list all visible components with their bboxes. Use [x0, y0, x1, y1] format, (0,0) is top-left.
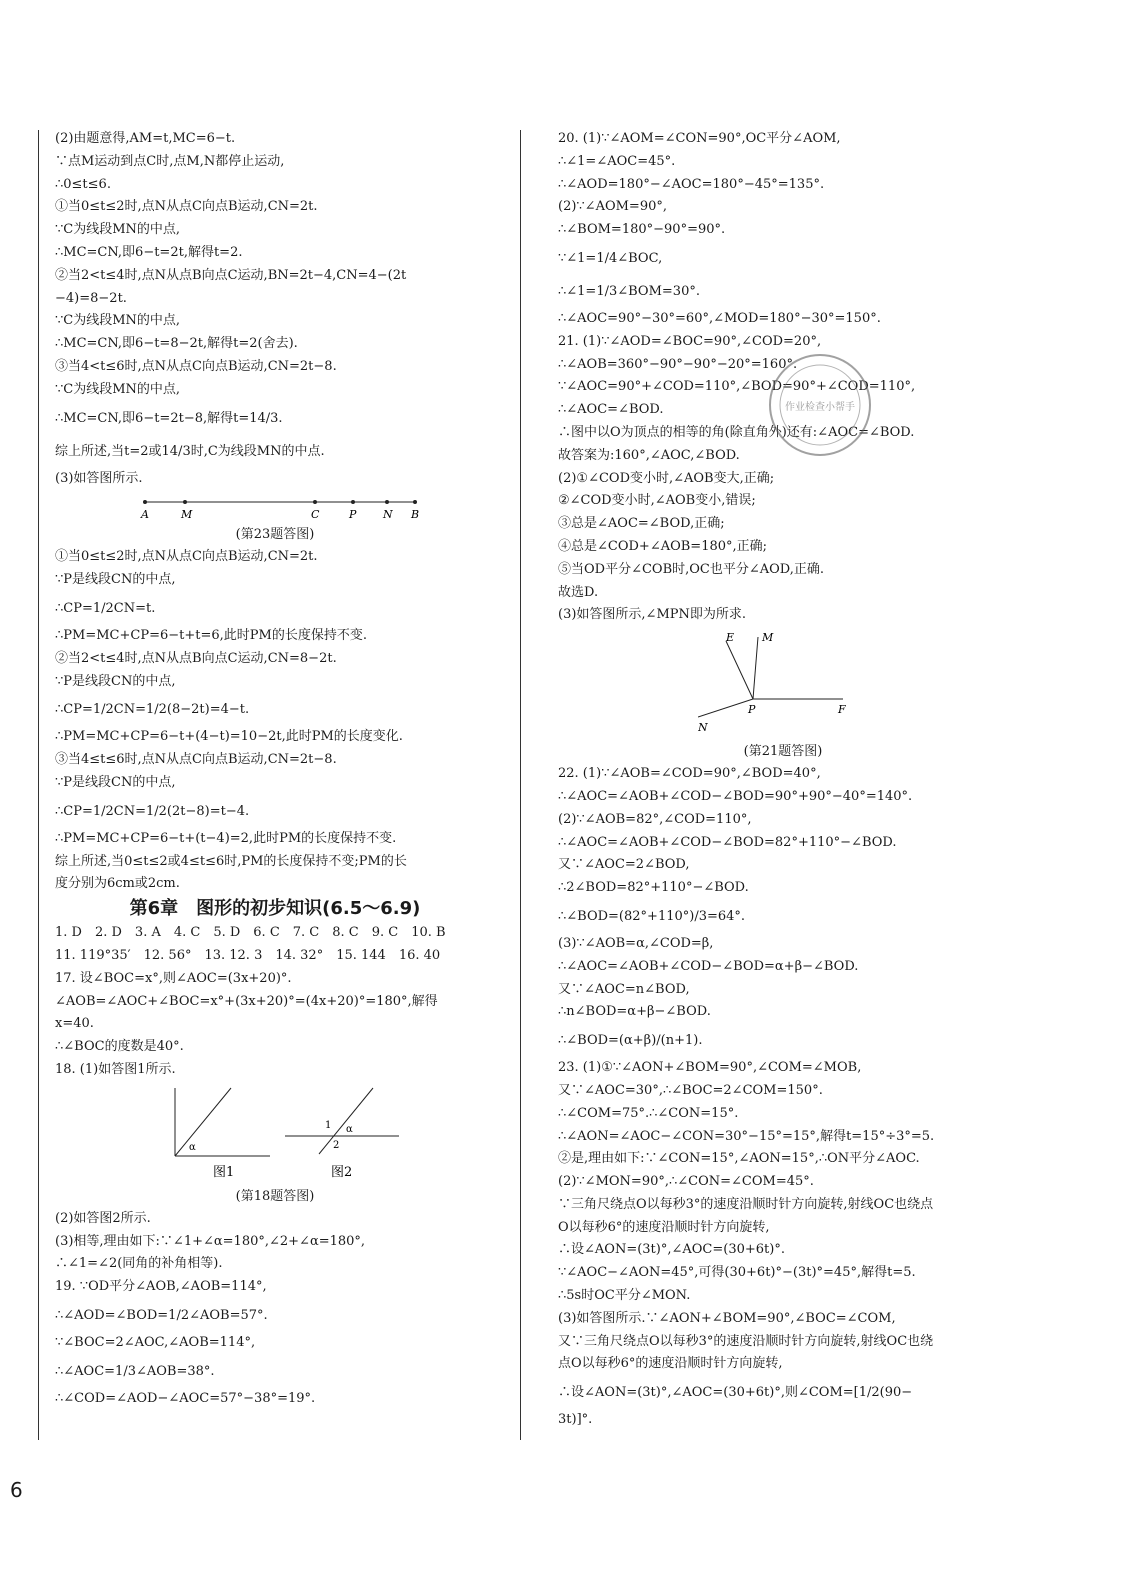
- fig18-fig1-label: 图1: [213, 1164, 235, 1180]
- text-line: ∴设∠AON=(3t)°,∠AOC=(30+6t)°,则∠COM=[1/2(90−: [558, 1385, 913, 1401]
- text-line: ∵C为线段MN的中点,: [55, 222, 181, 238]
- page-number: 6: [10, 1478, 23, 1502]
- text-line: ∴CP=1/2CN=1/2(8−2t)=4−t.: [55, 702, 250, 718]
- text-line: 17. 设∠BOC=x°,则∠AOC=(3x+20)°.: [55, 970, 292, 986]
- text-line: ④总是∠COD+∠AOB=180°,正确;: [558, 538, 768, 554]
- left-lines-b: [55, 546, 495, 896]
- text-line: ∴∠AOC=90°−30°=60°,∠MOD=180°−30°=150°.: [558, 310, 881, 326]
- right-lines-b: [558, 763, 1008, 1432]
- text-line: ∵C为线段MN的中点,: [55, 313, 181, 329]
- text-line: (2)如答图2所示.: [55, 1210, 151, 1226]
- text-line: ∴∠AOC=∠AOB+∠COD−∠BOD=82°+110°−∠BOD.: [558, 834, 897, 850]
- text-line: ∴设∠AON=(3t)°,∠AOC=(30+6t)°.: [558, 1242, 785, 1258]
- text-line: ∴∠AOC=1/3∠AOB=38°.: [55, 1363, 215, 1379]
- text-line: ∵P是线段CN的中点,: [55, 673, 176, 689]
- text-line: ∴∠AON=∠AOC−∠CON=30°−15°=15°,解得t=15°÷3°=5.: [558, 1128, 935, 1144]
- text-line: ①当0≤t≤2时,点N从点C向点B运动,CN=2t.: [55, 549, 318, 565]
- text-line: ③当4≤t≤6时,点N从点C向点B运动,CN=2t−8.: [55, 752, 337, 768]
- fig23-label: B: [411, 508, 420, 522]
- left-lines-a: [55, 128, 495, 490]
- text-line: ②∠COD变小时,∠AOB变小,错误;: [558, 493, 756, 509]
- text-line: O以每秒6°的速度沿顺时针方向旋转,: [558, 1219, 770, 1235]
- text-line: ∴∠AOD=180°−∠AOC=180°−45°=135°.: [558, 176, 825, 192]
- text-line: 11. 119°35′ 12. 56° 13. 12. 3 14. 32° 15. 144 16. 40: [55, 947, 441, 963]
- text-line: ∴0≤t≤6.: [55, 176, 111, 192]
- text-line: 22. (1)∵∠AOB=∠COD=90°,∠BOD=40°,: [558, 766, 821, 782]
- text-line: ∴∠COM=75°.∴∠CON=15°.: [558, 1105, 739, 1121]
- text-line: ∴n∠BOD=α+β−∠BOD.: [558, 1004, 711, 1020]
- text-line: ∴MC=CN,即6−t=2t,解得t=2.: [55, 244, 243, 260]
- text-line: ∴∠AOD=∠BOD=1/2∠AOB=57°.: [55, 1307, 268, 1323]
- text-line: 综上所述,当0≤t≤2或4≤t≤6时,PM的长度保持不变;PM的长: [55, 853, 407, 869]
- text-line: 18. (1)如答图1所示.: [55, 1061, 176, 1077]
- text-line: ⑤当OD平分∠COB时,OC也平分∠AOD,正确.: [558, 561, 825, 577]
- fig21-caption: (第21题答图): [743, 744, 823, 760]
- text-line: ∴∠1=∠AOC=45°.: [558, 153, 676, 169]
- fig23-point: [351, 500, 355, 504]
- text-line: ②当2<t≤4时,点N从点B向点C运动,BN=2t−4,CN=4−(2t: [55, 267, 407, 283]
- text-line: ∴∠COD=∠AOD−∠AOC=57°−38°=19°.: [55, 1390, 316, 1406]
- text-line: 21. (1)∵∠AOD=∠BOC=90°,∠COD=20°,: [558, 333, 822, 349]
- fig23-label: P: [349, 508, 357, 522]
- fig23-label: M: [181, 508, 193, 522]
- text-line: 又∵三角尺绕点O以每秒3°的速度沿顺时针方向旋转,射线OC也绕: [558, 1333, 934, 1349]
- text-line: (3)如答图所示.: [55, 470, 143, 486]
- text-line: (2)由题意得,AM=t,MC=6−t.: [55, 131, 236, 146]
- fig23-label: C: [311, 508, 320, 522]
- text-line: ∵C为线段MN的中点,: [55, 381, 181, 397]
- fig21-angle-diagram: [698, 629, 868, 739]
- fig18-diagrams: [145, 1084, 405, 1184]
- text-line: ∴∠AOB=360°−90°−90°−20°=160°.: [558, 356, 798, 372]
- text-line: (2)①∠COD变小时,∠AOB变大,正确;: [558, 470, 775, 486]
- text-line: ∴5s时OC平分∠MON.: [558, 1288, 691, 1304]
- text-line: ∵∠BOC=2∠AOC,∠AOB=114°,: [55, 1334, 256, 1350]
- text-line: 点O以每秒6°的速度沿顺时针方向旋转,: [558, 1356, 783, 1372]
- text-line: ∴MC=CN,即6−t=2t−8,解得t=14/3.: [55, 410, 283, 426]
- text-line: x=40.: [55, 1016, 94, 1032]
- text-line: ∴图中以O为顶点的相等的角(除直角外)还有:∠AOC=∠BOD.: [558, 424, 915, 440]
- text-line: ③总是∠AOC=∠BOD,正确;: [558, 516, 725, 532]
- left-lines-c: [55, 922, 495, 1082]
- fig23-point: [143, 500, 147, 504]
- fig23-point: [183, 500, 187, 504]
- fig21-label-f: F: [838, 703, 846, 717]
- text-line: 19. ∵OD平分∠AOB,∠AOB=114°,: [55, 1279, 267, 1295]
- text-line: ∴∠BOM=180°−90°=90°.: [558, 222, 726, 238]
- fig21-label-e: E: [726, 631, 735, 645]
- fig18-caption: (第18题答图): [235, 1188, 315, 1204]
- text-line: ∵∠AOC=90°+∠COD=110°,∠BOD=90°+∠COD=110°,: [558, 379, 916, 395]
- fig21-label-m: M: [762, 631, 774, 645]
- text-line: 23. (1)①∵∠AON+∠BOM=90°,∠COM=∠MOB,: [558, 1060, 862, 1076]
- text-line: (3)相等,理由如下:∵∠1+∠α=180°,∠2+∠α=180°,: [55, 1233, 366, 1249]
- fig18-alpha-1: α: [189, 1141, 196, 1153]
- text-line: 故选D.: [558, 584, 599, 600]
- column-divider-center: [520, 130, 521, 1440]
- fig18-angle-2: 2: [333, 1139, 340, 1151]
- fig18-alpha-2: α: [346, 1123, 353, 1135]
- text-line: ∵∠1=1/4∠BOC,: [558, 250, 663, 266]
- fig21-label-n: N: [698, 721, 708, 735]
- fig18-figure-2: [285, 1088, 399, 1180]
- text-line: 1. D 2. D 3. A 4. C 5. D 6. C 7. C 8. C 9. C 10. B: [55, 925, 446, 941]
- text-line: ∴∠BOC的度数是40°.: [55, 1039, 184, 1055]
- text-line: ②当2<t≤4时,点N从点B向点C运动,CN=8−2t.: [55, 650, 337, 666]
- text-line: 又∵∠AOC=n∠BOD,: [558, 981, 690, 997]
- text-line: ∠AOB=∠AOC+∠BOC=x°+(3x+20)°=(4x+20)°=180°,解得: [55, 993, 438, 1009]
- text-line: ∴∠1=1/3∠BOM=30°.: [558, 283, 700, 299]
- fig23-point: [413, 500, 417, 504]
- text-line: 故答案为:160°,∠AOC,∠BOD.: [558, 447, 740, 463]
- fig18-fig2-label: 图2: [331, 1164, 353, 1180]
- fig23-label: N: [383, 508, 393, 522]
- stamp-watermark: [765, 350, 875, 460]
- text-line: ①当0≤t≤2时,点N从点C向点B运动,CN=2t.: [55, 199, 318, 215]
- text-line: (3)如答图所示.∵∠AON+∠BOM=90°,∠BOC=∠COM,: [558, 1310, 896, 1326]
- chapter-heading: 第6章 图形的初步知识(6.5～6.9): [129, 898, 421, 920]
- right-column: [558, 128, 1008, 1432]
- text-line: ∵P是线段CN的中点,: [55, 572, 176, 588]
- text-line: (3)如答图所示,∠MPN即为所求.: [558, 607, 747, 623]
- fig23-caption: (第23题答图): [235, 527, 315, 543]
- text-line: ∵P是线段CN的中点,: [55, 774, 176, 790]
- text-line: (2)∵∠MON=90°,∴∠CON=∠COM=45°.: [558, 1174, 814, 1190]
- text-line: ∴∠1=∠2(同角的补角相等).: [55, 1256, 223, 1272]
- left-lines-d: [55, 1208, 495, 1411]
- text-line: 综上所述,当t=2或14/3时,C为线段MN的中点.: [55, 443, 325, 459]
- text-line: ∴∠AOC=∠BOD.: [558, 402, 664, 418]
- fig23-point: [385, 500, 389, 504]
- text-line: ∴CP=1/2CN=t.: [55, 600, 156, 616]
- fig18-figure-1: [175, 1088, 270, 1180]
- fig21-label-p: P: [748, 703, 756, 717]
- text-line: 度分别为6cm或2cm.: [55, 876, 180, 892]
- text-line: ∴CP=1/2CN=1/2(2t−8)=t−4.: [55, 803, 250, 819]
- fig23-line-diagram: [125, 492, 425, 522]
- text-line: ∵点M运动到点C时,点M,N都停止运动,: [55, 153, 285, 169]
- text-line: 3t)]°.: [558, 1412, 593, 1428]
- text-line: 20. (1)∵∠AOM=∠CON=90°,OC平分∠AOM,: [558, 131, 841, 146]
- text-line: (2)∵∠AOM=90°,: [558, 199, 668, 215]
- text-line: ∵∠AOC−∠AON=45°,可得(30+6t)°−(3t)°=45°,解得t=5.: [558, 1265, 916, 1281]
- text-line: ∴PM=MC+CP=6−t+(t−4)=2,此时PM的长度保持不变.: [55, 830, 397, 846]
- fig23-label: A: [141, 508, 149, 522]
- text-line: (2)∵∠AOB=82°,∠COD=110°,: [558, 811, 752, 827]
- text-line: ∴∠AOC=∠AOB+∠COD−∠BOD=90°+90°−40°=140°.: [558, 788, 913, 804]
- fig23-point: [313, 500, 317, 504]
- text-line: (3)∵∠AOB=α,∠COD=β,: [558, 935, 714, 951]
- text-line: ∴PM=MC+CP=6−t+(4−t)=10−2t,此时PM的长度变化.: [55, 729, 403, 745]
- text-line: ∴∠BOD=(82°+110°)/3=64°.: [558, 908, 746, 924]
- text-line: ②是,理由如下:∵∠CON=15°,∠AON=15°,∴ON平分∠AOC.: [558, 1151, 920, 1167]
- column-divider-left: [38, 130, 39, 1440]
- text-line: ∴∠BOD=(α+β)/(n+1).: [558, 1033, 703, 1049]
- left-column: [55, 128, 495, 1410]
- text-line: ③当4<t≤6时,点N从点C向点B运动,CN=2t−8.: [55, 358, 337, 374]
- text-line: ∵三角尺绕点O以每秒3°的速度沿顺时针方向旋转,射线OC也绕点: [558, 1196, 934, 1212]
- text-line: ∴PM=MC+CP=6−t+t=6,此时PM的长度保持不变.: [55, 627, 367, 643]
- fig18-angle-1: 1: [325, 1119, 332, 1131]
- text-line: ∴∠AOC=∠AOB+∠COD−∠BOD=α+β−∠BOD.: [558, 958, 859, 974]
- text-line: ∴MC=CN,即6−t=8−2t,解得t=2(舍去).: [55, 336, 298, 352]
- text-line: 又∵∠AOC=2∠BOD,: [558, 857, 690, 873]
- stamp-text: 作业检查小帮手: [785, 402, 855, 413]
- text-line: ∴2∠BOD=82°+110°−∠BOD.: [558, 880, 749, 896]
- text-line: −4)=8−2t.: [55, 290, 127, 306]
- text-line: 又∵∠AOC=30°,∴∠BOC=2∠COM=150°.: [558, 1082, 823, 1098]
